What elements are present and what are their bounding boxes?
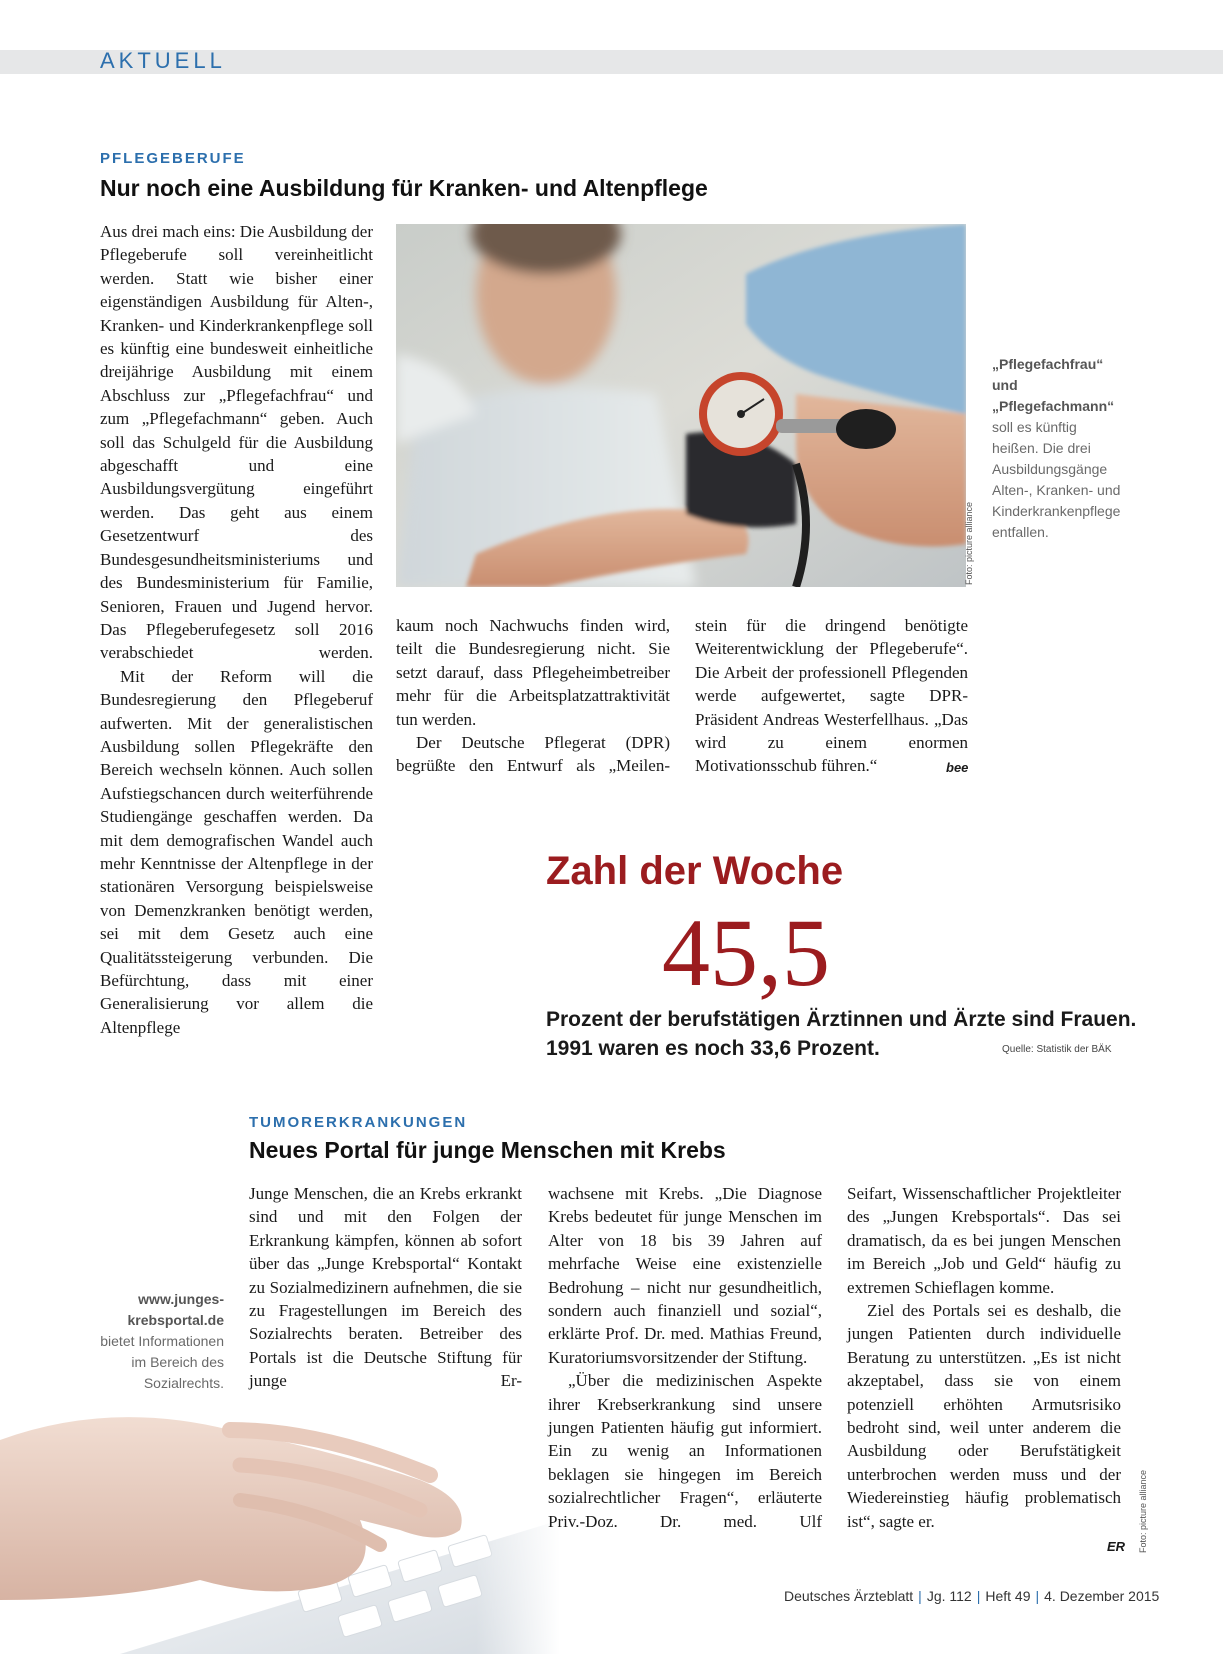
article2-col3-para1: Seifart, Wissenschaftlicher Projektleiter des „Jungen Krebsportals“. Das sei dramatisch, da es bei jungen Menschen im Bereich „Job und Geld“ häufig zu extremen Schieflagen komme. (847, 1184, 1121, 1297)
article2-col1-para: Junge Menschen, die an Krebs erkrankt sind und mit den Folgen der Erkrankung kämpfen, können ab sofort über das „Junge Krebsportal“ Kontakt zu Sozialmedizinern aufnehmen, die sie zu Fragestellungen im Bereich des Sozialrechts beraten. Betreiber des Portals ist die Deutsche Stiftung für junge Er- (249, 1184, 522, 1391)
zahl-der-woche-number: 45,5 (662, 899, 830, 1006)
footer (784, 1588, 1159, 1604)
article1-col2-para2: Der Deutsche Pflegerat (DPR) begrüßte den Entwurf als „Meilen- (396, 733, 670, 776)
article1-col2-para1: kaum noch Nachwuchs finden wird, teilt die Bundesregierung nicht. Sie setzt darauf, dass Pflegeheimbetreiber mehr für die Arbeitsplatzattraktivität tun werden. (396, 616, 670, 729)
footer-separator: | (976, 1588, 981, 1604)
footer-issue: Heft 49 (985, 1588, 1031, 1604)
article1-col2 (396, 614, 670, 778)
article1-col1 (100, 220, 373, 1039)
article2-col3-para2: Ziel des Portals sei es deshalb, die jungen Patienten durch individuelle Beratung zu unterstützen. „Es ist nicht akzeptabel, dass sie von einem potenziell erhöhten Armutsrisiko bedroht sind, weil unter anderem die Ausbildung oder Berufstätigkeit unterbrochen werden muss und der Wiedereinstieg häufig problematisch ist“, sagte er. (847, 1301, 1121, 1531)
article1-kicker: PFLEGEBERUFE (100, 150, 246, 167)
article1-caption-text: soll es künftig heißen. Die drei Ausbildungsgänge Alten-, Kranken- und Kinderkrankenpflege entfallen. (992, 419, 1121, 540)
article2-caption (100, 1289, 224, 1394)
ressort-label: AKTUELL (100, 48, 226, 73)
photo-blood-pressure-illustration (396, 224, 966, 587)
article2-headline: Neues Portal für junge Menschen mit Krebs (249, 1137, 726, 1163)
photo-keyboard-hand (0, 1370, 560, 1654)
article2-col1 (249, 1182, 522, 1393)
article1-col3-text: stein für die dringend benötigte Weiterentwicklung der Pflegeberufe“. Die Arbeit der professionell Pflegenden werde aufgewertet, sagte DPR-Präsident Andreas Westerfellhaus. „Das wird zu einem enormen Motivationsschub führen.“ (695, 616, 968, 776)
footer-date: 4. Dezember 2015 (1044, 1588, 1160, 1604)
article2-kicker: TUMORERKRANKUNGEN (249, 1114, 468, 1131)
zahl-der-woche-line1: Prozent der berufstätigen Ärztinnen und Ärzte sind Frauen. (546, 1008, 1137, 1031)
article2-caption-text: bietet Informationen im Bereich des Sozialrechts. (100, 1333, 224, 1391)
article1-col1-para1: Aus drei mach eins: Die Ausbildung der Pflegeberufe soll vereinheitlicht werden. Statt wie bisher einer eigenständigen Ausbildung für Alten-, Kranken- und Kinderkrankenpflege soll es künftig eine bundesweit einheitliche dreijährige Ausbildung mit einem Abschluss zur „Pflegefachfrau“ und zum „Pflegefachmann“ geben. Auch soll das Schulgeld für die Ausbildung abgeschafft und eine Ausbildungsvergütung eingeführt werden. Das geht aus einem Gesetzentwurf des Bundesgesundheitsministeriums und des Bundesministerium für Familie, Senioren, Frauen und Jugend hervor. Das Pflegeberufegesetz soll 2016 verabschiedet werden. (100, 222, 373, 663)
article1-caption (992, 354, 1122, 543)
article2-col2-para2: „Über die medizinischen Aspekte ihrer Krebserkrankung sind unsere jungen Patienten häufig gut informiert. Ein zu wenig an Informationen beklagen sie hingegen im Bereich sozialrechtlicher Fragen“, erläuterte Priv.-Doz. Dr. med. Ulf (548, 1371, 822, 1531)
article1-col3-para (695, 614, 968, 778)
photo-blood-pressure (396, 224, 966, 587)
footer-volume: Jg. 112 (926, 1588, 972, 1604)
article1-photo-credit: Foto: picture alliance (964, 501, 974, 585)
zahl-der-woche-source: Quelle: Statistik der BÄK (1002, 1044, 1112, 1055)
article2-col2 (548, 1182, 822, 1533)
article1-col1-para2: Mit der Reform will die Bundesregierung den Pflegeberuf aufwerten. Mit der generalistischen Ausbildung sollen Pflegekräfte den Bereich wechseln können. Auch sollen Aufstiegschancen durch weiterführende Studiengänge geschaffen werden. Da mit dem demografischen Wandel auch mehr Kenntnisse der Altenpflege in der stationären Versorgung beispielsweise von Demenzkranken benötigt werden, sei mit dem Gesetz auch eine Qualitätssteigerung verbunden. Die Befürchtung, dass mit einer Generalisierung vor allem die Altenpflege (100, 666, 373, 1037)
article2-caption-bold: www.junges-krebsportal.de (127, 1291, 224, 1328)
footer-separator: | (1035, 1588, 1040, 1604)
footer-journal: Deutsches Ärzteblatt (784, 1588, 914, 1604)
photo-keyboard-hand-illustration (0, 1370, 560, 1654)
article2-photo-credit: Foto: picture alliance (1138, 1469, 1148, 1553)
article2-signature: ER (1107, 1539, 1126, 1554)
article1-caption-bold: „Pflegefachfrau“ und „Pflegefachmann“ (992, 356, 1115, 414)
footer-separator: | (918, 1588, 922, 1604)
article1-headline: Nur noch eine Ausbildung für Kranken- und Altenpflege (100, 175, 708, 201)
article1-col3 (695, 614, 968, 778)
zahl-der-woche-line2: 1991 waren es noch 33,6 Prozent. (546, 1037, 880, 1060)
zahl-der-woche-title: Zahl der Woche (546, 849, 844, 893)
article1-signature: bee (946, 760, 969, 775)
article2-col3 (847, 1182, 1121, 1533)
article2-col2-para1: wachsene mit Krebs. „Die Diagnose Krebs bedeutet für junge Menschen im Alter von 18 bis 39 Jahren auf mehrfache Weise eine existenzielle Bedrohung – nicht nur gesundheitlich, sondern auch finanziell und sozial“, erklärte Prof. Dr. med. Mathias Freund, Kuratoriumsvorsitzender der Stiftung. (548, 1184, 822, 1367)
